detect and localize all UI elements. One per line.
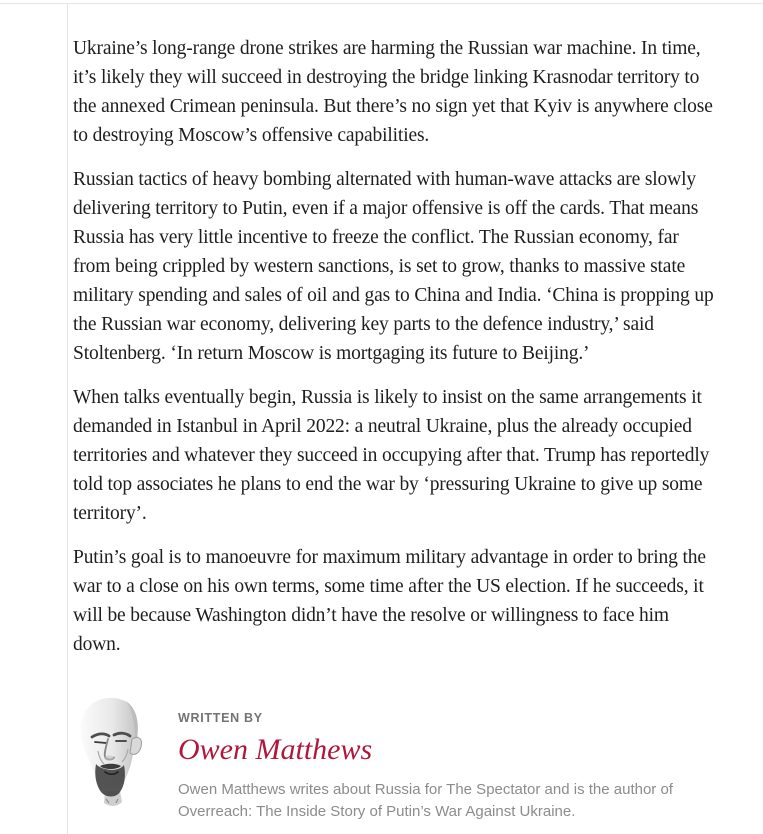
- written-by-label: WRITTEN BY: [178, 711, 263, 725]
- article-paragraph: Russian tactics of heavy bombing alternated with human-wave attacks are slowly delivering territory to Putin, even if a major offensive is off the cards. That means Russia has very little incentive to freeze the conflict. The Russian economy, far from being crippled by western sanctions, is set to grow, thanks to massive state military spending and sales of oil and gas to China and India. ‘China is propping up the Russian war economy, delivering key parts to the defence industry,’ said Stoltenberg. ‘In return Moscow is mortgaging its future to Beijing.’: [73, 169, 714, 364]
- author-caricature-illustration: [70, 695, 150, 807]
- author-info: [178, 695, 718, 822]
- article-paragraph: When talks eventually begin, Russia is likely to insist on the same arrangements it demanded in Istanbul in April 2022: a neutral Ukraine, plus the already occupied territories and whatever they succeed in occupying after that. Trump has reportedly told top associates he plans to end the war by ‘pressuring Ukraine to give up some territory’.: [73, 387, 710, 524]
- author-bio: Owen Matthews writes about Russia for The Spectator and is the author of Overreach: The Inside Story of Putin’s War Against Ukraine.: [178, 781, 673, 820]
- author-card: [0, 695, 763, 822]
- author-avatar[interactable]: [70, 695, 150, 807]
- author-name-link[interactable]: Owen Matthews: [178, 733, 373, 766]
- article-paragraph: Ukraine’s long-range drone strikes are harming the Russian war machine. In time, it’s likely they will succeed in destroying the bridge linking Krasnodar territory to the annexed Crimean peninsula. But there’s no sign yet that Kyiv is anywhere close to destroying Moscow’s offensive capabilities.: [73, 38, 713, 146]
- article-paragraph: Putin’s goal is to manoeuvre for maximum military advantage in order to bring the war to a close on his own terms, some time after the US election. If he succeeds, it will be because Washington didn’t have the resolve or willingness to face him down.: [73, 547, 706, 655]
